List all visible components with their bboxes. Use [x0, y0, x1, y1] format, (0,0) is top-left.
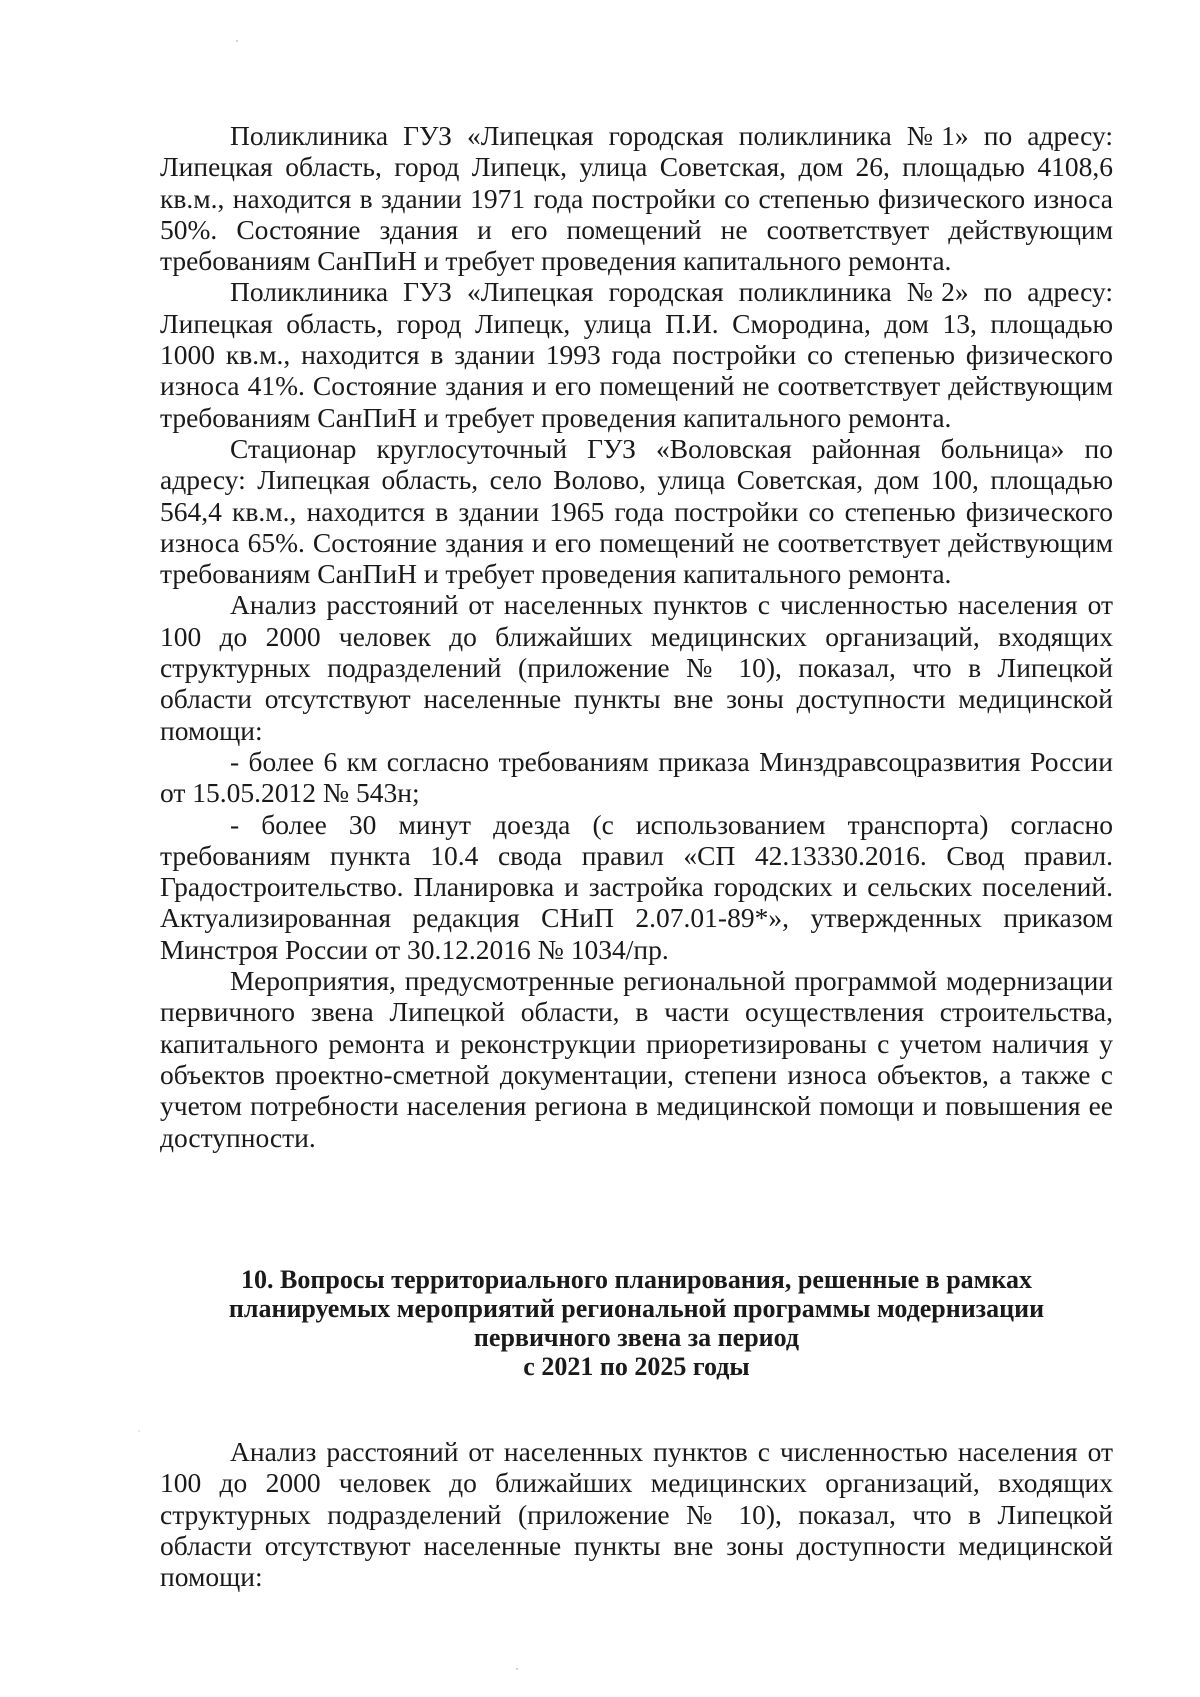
- section-heading: [160, 1265, 1113, 1381]
- list-item-travel-30min: - более 30 минут доезда (с использованием транспорта) согласно требованиям пункта 10.4 свода правил «СП 42.13330.2016. Свод правил. Градостроительство. Планировка и застройка городских и сельских поселений. Актуализированная редакция СНиП 2.07.01-89*», утвержденных приказом Минстроя России от 30.12.2016 № 1034/пр.: [160, 808, 1113, 965]
- paragraph-distance-analysis: Анализ расстояний от населенных пунктов с численностью населения от 100 до 2000 человек до ближайших медицинских организаций, входящих структурных подразделений (приложение № 10), показал, что в Липецкой области отсутствуют населенные пункты вне зоны доступности медицинской помощи:: [160, 589, 1113, 746]
- section-body: [160, 1436, 1113, 1592]
- paragraph-polyclinic-2: Поликлиника ГУЗ «Липецкая городская поликлиника №2» по адресу: Липецкая область, город Липецк, улица П.И. Смородина, дом 13, площадью 1000 кв.м., находится в здании 1993 года постройки со степенью физического износа 41%. Состояние здания и его помещений не соответствует действующим требованиям СанПиН и требует проведения капитального ремонта.: [160, 276, 1113, 433]
- section-heading-line: 10. Вопросы территориального планирования, решенные в рамках: [241, 1265, 1032, 1294]
- list-item-distance-6km: - более 6 км согласно требованиям приказа Минздравсоцразвития России от 15.05.2012 № 543н;: [160, 745, 1113, 809]
- section-heading-line: планируемых мероприятий региональной программы модернизации: [228, 1294, 1045, 1323]
- paragraph-section-analysis: Анализ расстояний от населенных пунктов с численностью населения от 100 до 2000 человек до ближайших медицинских организаций, входящих структурных подразделений (приложение № 10), показал, что в Липецкой области отсутствуют населенные пункты вне зоны доступности медицинской помощи:: [160, 1436, 1113, 1593]
- paragraph-measures: Мероприятия, предусмотренные региональной программой модернизации первичного звена Липецкой области, в части осуществления строительства, капитального ремонта и реконструкции приоретизированы с учетом наличия у объектов проектно-сметной документации, степени износа объектов, а также с учетом потребности населения региона в медицинской помощи и повышения ее доступности.: [160, 965, 1113, 1153]
- section-heading-line: с 2021 по 2025 годы: [523, 1352, 750, 1381]
- paragraph-polyclinic-1: Поликлиника ГУЗ «Липецкая городская поликлиника №1» по адресу: Липецкая область, город Липецк, улица Советская, дом 26, площадью 4108,6 кв.м., находится в здании 1971 года постройки со степенью физического износа 50%. Состояние здания и его помещений не соответствует действующим требованиям СанПиН и требует проведения капитального ремонта.: [160, 120, 1113, 277]
- body-text: [160, 120, 1113, 1153]
- scan-speck: [138, 1430, 140, 1432]
- section-heading-line: первичного звена за период: [473, 1323, 800, 1352]
- paragraph-hospital-volovo: Стационар круглосуточный ГУЗ «Воловская районная больница» по адресу: Липецкая область, село Волово, улица Советская, дом 100, площадью 564,4 кв.м., находится в здании 1965 года постройки со степенью физического износа 65%. Состояние здания и его помещений не соответствует действующим требованиям СанПиН и требует проведения капитального ремонта.: [160, 432, 1113, 590]
- scan-speck: [516, 1668, 518, 1670]
- scan-speck: [236, 40, 238, 42]
